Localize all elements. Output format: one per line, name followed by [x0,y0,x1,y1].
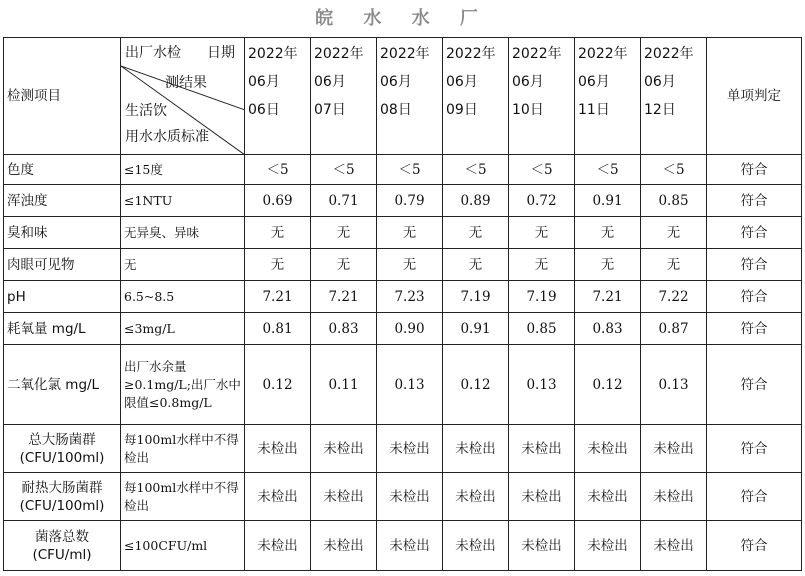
row-value-day-5: ＜5 [575,155,641,185]
row-value-day-4: 0.13 [509,345,575,425]
row-item-name: pH [4,281,121,313]
row-value-day-3: 7.19 [443,281,509,313]
row-value-day-3: 0.89 [443,185,509,217]
row-value-day-0: 无 [245,217,311,249]
row-judgement: 符合 [707,345,802,425]
row-value-day-0: 未检出 [245,521,311,571]
row-value-day-6: 0.85 [641,185,707,217]
table-row [4,425,802,473]
row-value-day-1: 7.21 [311,281,377,313]
row-judgement: 符合 [707,155,802,185]
row-item-name: 总大肠菌群(CFU/100ml) [4,425,121,473]
date-header-2: 2022年 06月 08日 [377,38,443,155]
row-value-day-5: 0.12 [575,345,641,425]
row-value-day-4: 未检出 [509,521,575,571]
row-value-day-0: ＜5 [245,155,311,185]
row-value-day-3: 无 [443,217,509,249]
row-value-day-1: 0.11 [311,345,377,425]
row-judgement: 符合 [707,249,802,281]
row-value-day-6: 7.22 [641,281,707,313]
row-value-day-1: 0.83 [311,313,377,345]
row-value-day-1: 无 [311,217,377,249]
row-value-day-6: 0.87 [641,313,707,345]
row-value-day-4: 0.85 [509,313,575,345]
corner-line3: 生活饮 [125,103,167,119]
table-row [4,345,802,425]
row-item-name: 浑浊度 [4,185,121,217]
row-value-day-2: 7.23 [377,281,443,313]
row-standard: ≤1NTU [121,185,245,217]
row-value-day-2: 未检出 [377,473,443,521]
header-corner-cell [121,38,245,155]
row-standard: 6.5~8.5 [121,281,245,313]
water-quality-table [3,37,802,571]
row-item-name: 肉眼可见物 [4,249,121,281]
row-value-day-4: 无 [509,217,575,249]
row-value-day-1: 未检出 [311,425,377,473]
row-judgement: 符合 [707,185,802,217]
corner-line2: 测结果 [165,75,207,91]
row-standard: 无 [121,249,245,281]
row-value-day-5: 未检出 [575,425,641,473]
row-value-day-5: 未检出 [575,521,641,571]
row-standard: ≤100CFU/ml [121,521,245,571]
row-value-day-2: 无 [377,249,443,281]
row-value-day-4: 7.19 [509,281,575,313]
header-row [4,38,802,155]
row-item-name: 耗氧量 mg/L [4,313,121,345]
row-judgement: 符合 [707,425,802,473]
row-value-day-3: ＜5 [443,155,509,185]
row-item-name: 臭和味 [4,217,121,249]
row-value-day-1: ＜5 [311,155,377,185]
header-item-label: 检测项目 [4,38,121,155]
row-value-day-2: 未检出 [377,425,443,473]
data-rows [4,155,802,571]
row-value-day-5: 无 [575,249,641,281]
table-row [4,217,802,249]
row-value-day-4: 未检出 [509,425,575,473]
date-header-3: 2022年 06月 09日 [443,38,509,155]
date-header-1: 2022年 06月 07日 [311,38,377,155]
table-row [4,521,802,571]
row-value-day-4: ＜5 [509,155,575,185]
row-judgement: 符合 [707,473,802,521]
row-standard: 无异臭、异味 [121,217,245,249]
corner-line4: 用水水质标准 [125,129,209,145]
row-item-name: 耐热大肠菌群(CFU/100ml) [4,473,121,521]
row-value-day-5: 未检出 [575,473,641,521]
row-value-day-6: 0.13 [641,345,707,425]
table-row [4,155,802,185]
row-value-day-6: 无 [641,249,707,281]
table-row [4,249,802,281]
row-judgement: 符合 [707,521,802,571]
row-value-day-4: 0.72 [509,185,575,217]
row-value-day-6: 无 [641,217,707,249]
row-value-day-5: 7.21 [575,281,641,313]
date-header-0: 2022年 06月 06日 [245,38,311,155]
corner-date-label: 日期 [207,45,235,61]
row-judgement: 符合 [707,281,802,313]
row-value-day-2: 0.90 [377,313,443,345]
row-value-day-0: 0.12 [245,345,311,425]
table-row [4,473,802,521]
row-value-day-5: 0.91 [575,185,641,217]
row-value-day-2: 0.13 [377,345,443,425]
row-value-day-0: 未检出 [245,425,311,473]
row-value-day-5: 0.83 [575,313,641,345]
date-header-4: 2022年 06月 10日 [509,38,575,155]
row-item-name: 二氧化氯 mg/L [4,345,121,425]
row-value-day-3: 未检出 [443,521,509,571]
row-value-day-2: 0.79 [377,185,443,217]
row-value-day-3: 未检出 [443,473,509,521]
row-value-day-1: 未检出 [311,473,377,521]
row-judgement: 符合 [707,313,802,345]
row-standard: 每100ml水样中不得检出 [121,473,245,521]
row-standard: 出厂水余量≥0.1mg/L;出厂水中限值≤0.8mg/L [121,345,245,425]
row-value-day-4: 未检出 [509,473,575,521]
row-value-day-2: 无 [377,217,443,249]
row-value-day-4: 无 [509,249,575,281]
row-value-day-3: 0.12 [443,345,509,425]
judgement-header: 单项判定 [707,38,802,155]
row-value-day-3: 无 [443,249,509,281]
row-value-day-3: 0.91 [443,313,509,345]
row-standard: ≤3mg/L [121,313,245,345]
report-title: 皖 水 水 厂 [315,8,490,29]
corner-line1: 出厂水检 [125,45,181,61]
row-value-day-3: 未检出 [443,425,509,473]
row-value-day-6: 未检出 [641,473,707,521]
row-value-day-0: 0.81 [245,313,311,345]
row-value-day-1: 无 [311,249,377,281]
row-value-day-2: 未检出 [377,521,443,571]
row-judgement: 符合 [707,217,802,249]
row-value-day-6: 未检出 [641,425,707,473]
table-row [4,185,802,217]
row-standard: ≤15度 [121,155,245,185]
row-item-name: 色度 [4,155,121,185]
row-value-day-2: ＜5 [377,155,443,185]
date-header-6: 2022年 06月 12日 [641,38,707,155]
row-value-day-0: 无 [245,249,311,281]
table-row [4,281,802,313]
table-row [4,313,802,345]
row-value-day-1: 0.71 [311,185,377,217]
row-value-day-0: 0.69 [245,185,311,217]
row-value-day-6: ＜5 [641,155,707,185]
row-item-name: 菌落总数(CFU/ml) [4,521,121,571]
row-value-day-0: 未检出 [245,473,311,521]
date-header-5: 2022年 06月 11日 [575,38,641,155]
row-value-day-6: 未检出 [641,521,707,571]
row-value-day-1: 未检出 [311,521,377,571]
row-standard: 每100ml水样中不得检出 [121,425,245,473]
row-value-day-5: 无 [575,217,641,249]
row-value-day-0: 7.21 [245,281,311,313]
